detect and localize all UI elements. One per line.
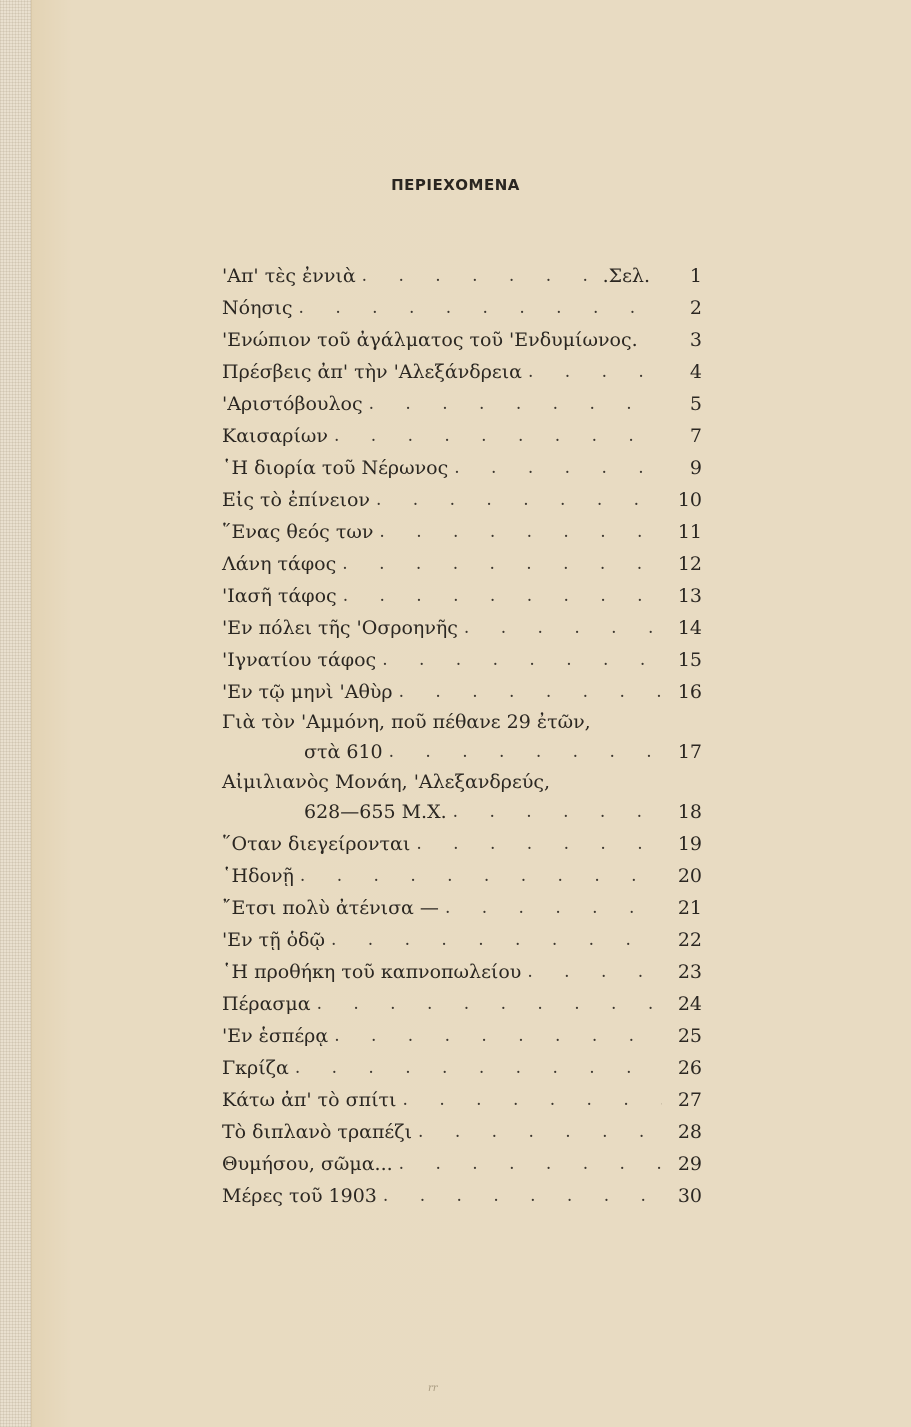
dot-leader — [337, 580, 662, 612]
page-number: 3 — [689, 329, 702, 351]
dot-leader — [328, 1020, 662, 1052]
page-number: 22 — [677, 929, 702, 951]
toc-entry — [222, 924, 702, 956]
toc-entry — [222, 356, 702, 388]
contents-heading: ΠΕΡΙΕΧΟΜΕΝΑ — [391, 176, 520, 194]
entry-title: Μέρες τοῦ 1903 — [222, 1185, 377, 1207]
dot-leader — [373, 516, 662, 548]
dot-leader — [458, 612, 662, 644]
page-number: 30 — [677, 1185, 702, 1207]
entry-title: 'Εν τῇ ὁδῷ — [222, 929, 325, 951]
entry-title: Εἰς τὸ ἐπίνειον — [222, 489, 370, 511]
entry-title-continuation-row — [222, 796, 702, 828]
page-number: 2 — [689, 297, 702, 319]
dot-leader — [363, 388, 662, 420]
entry-title: Τὸ διπλανὸ τραπέζι — [222, 1121, 413, 1143]
entry-title: ῾Ηδονῇ — [222, 865, 294, 887]
entry-title: Λάνη τάφος — [222, 553, 337, 575]
page-number: 27 — [677, 1089, 702, 1111]
toc-entry — [222, 644, 702, 676]
toc-entry — [222, 388, 702, 420]
entry-title-continuation-row — [222, 736, 702, 768]
toc-entry — [222, 1148, 702, 1180]
toc-entry — [222, 452, 702, 484]
page-number: 16 — [677, 681, 702, 703]
dot-leader — [448, 452, 662, 484]
page-number: 18 — [677, 801, 702, 823]
page-number: 25 — [677, 1025, 702, 1047]
entry-title: Αἰμιλιανὸς Μονάη, 'Αλεξανδρεύς, — [222, 771, 551, 793]
dot-leader — [294, 860, 662, 892]
page-number: 7 — [689, 425, 702, 447]
entry-title: ῞Οταν διεγείρονται — [222, 833, 411, 855]
toc-entry — [222, 1084, 702, 1116]
toc-entry — [222, 580, 702, 612]
entry-title-continuation: στὰ 610 — [304, 741, 383, 763]
entry-title: 'Ιασῆ τάφος — [222, 585, 337, 607]
page-number: 10 — [677, 489, 702, 511]
toc-entry — [222, 988, 702, 1020]
toc-entry — [222, 1116, 702, 1148]
toc-entry — [222, 1052, 702, 1084]
toc-entry — [222, 324, 702, 356]
dot-leader — [289, 1052, 662, 1084]
toc-entry — [222, 548, 702, 580]
page-number: 17 — [677, 741, 702, 763]
dot-leader — [522, 356, 662, 388]
toc-entry — [222, 676, 702, 708]
page-number: 20 — [677, 865, 702, 887]
entry-title: Πρέσβεις ἀπ' τὴν 'Αλεξάνδρεια — [222, 361, 522, 383]
toc-entry — [222, 260, 702, 292]
entry-title: 'Εν τῷ μηνὶ 'Αθὺρ — [222, 681, 393, 703]
page-number: 21 — [677, 897, 702, 919]
dot-leader — [521, 956, 662, 988]
toc-entry — [222, 1180, 702, 1212]
dot-leader — [328, 420, 662, 452]
page-label: .Σελ. — [602, 265, 650, 287]
entry-title: 'Εν ἑσπέρᾳ — [222, 1025, 329, 1047]
entry-title: Θυμήσου, σῶμα... — [222, 1153, 393, 1175]
page-number: 13 — [677, 585, 702, 607]
dot-leader — [311, 988, 662, 1020]
dot-leader — [376, 644, 662, 676]
entry-title: 'Απ' τὲς ἐννιὰ — [222, 265, 356, 287]
page-number: 23 — [677, 961, 702, 983]
page-number: 9 — [689, 457, 702, 479]
dot-leader — [412, 1116, 662, 1148]
entry-title: Καισαρίων — [222, 425, 328, 447]
entry-title: ῎Ετσι πολὺ ἀτένισα — — [222, 897, 439, 919]
entry-title: 'Ιγνατίου τάφος — [222, 649, 377, 671]
page-number: 4 — [689, 361, 702, 383]
toc-entry — [222, 1020, 702, 1052]
dot-leader — [447, 796, 662, 828]
pencil-mark: rr — [428, 1383, 438, 1394]
toc-entry — [222, 768, 702, 828]
dot-leader — [377, 1180, 662, 1212]
toc-entry — [222, 516, 702, 548]
entry-title: Γιὰ τὸν 'Αμμόνη, ποῦ πέθανε 29 ἐτῶν, — [222, 711, 591, 733]
toc-entry — [222, 892, 702, 924]
entry-title-continuation: 628—655 Μ.Χ. — [304, 801, 447, 823]
dot-leader — [325, 924, 662, 956]
toc-entry — [222, 860, 702, 892]
dot-leader — [439, 892, 662, 924]
toc-entry — [222, 292, 702, 324]
entry-title: Γκρίζα — [222, 1057, 289, 1079]
dot-leader — [293, 292, 662, 324]
page-number: 11 — [677, 521, 702, 543]
dot-leader — [393, 676, 662, 708]
dot-leader — [383, 736, 662, 768]
page-number: 15 — [677, 649, 702, 671]
book-binding-strip — [0, 0, 32, 1427]
dot-leader — [370, 484, 662, 516]
dot-leader — [410, 828, 662, 860]
entry-title: 'Ενώπιον τοῦ ἀγάλματος τοῦ 'Ενδυμίωνος. — [222, 329, 638, 351]
page-number: 12 — [677, 553, 702, 575]
dot-leader — [356, 260, 603, 292]
entry-title: Νόησις — [222, 297, 293, 319]
toc-entry — [222, 420, 702, 452]
entry-title: ῞Ενας θεός των — [222, 521, 374, 543]
toc-entry — [222, 708, 702, 768]
page-number: 28 — [677, 1121, 702, 1143]
dot-leader — [336, 548, 662, 580]
table-of-contents — [222, 260, 702, 1212]
page-number: 24 — [677, 993, 702, 1015]
page-number: 26 — [677, 1057, 702, 1079]
entry-title: Κάτω ἀπ' τὸ σπίτι — [222, 1089, 397, 1111]
entry-title: 'Εν πόλει τῆς 'Οσροηνῆς — [222, 617, 458, 639]
toc-entry — [222, 484, 702, 516]
dot-leader — [397, 1084, 662, 1116]
page-number: 14 — [677, 617, 702, 639]
entry-title: Πέρασμα — [222, 993, 311, 1015]
toc-entry — [222, 956, 702, 988]
entry-title: ῾Η προθήκη τοῦ καπνοπωλείου — [222, 961, 522, 983]
toc-entry — [222, 612, 702, 644]
page-number: 5 — [689, 393, 702, 415]
entry-title: ῾Η διορία τοῦ Νέρωνος — [222, 457, 449, 479]
entry-title: 'Αριστόβουλος — [222, 393, 363, 415]
dot-leader — [393, 1148, 662, 1180]
toc-entry — [222, 828, 702, 860]
page-number: 19 — [677, 833, 702, 855]
page-number: 1 — [689, 265, 702, 287]
page-number: 29 — [677, 1153, 702, 1175]
